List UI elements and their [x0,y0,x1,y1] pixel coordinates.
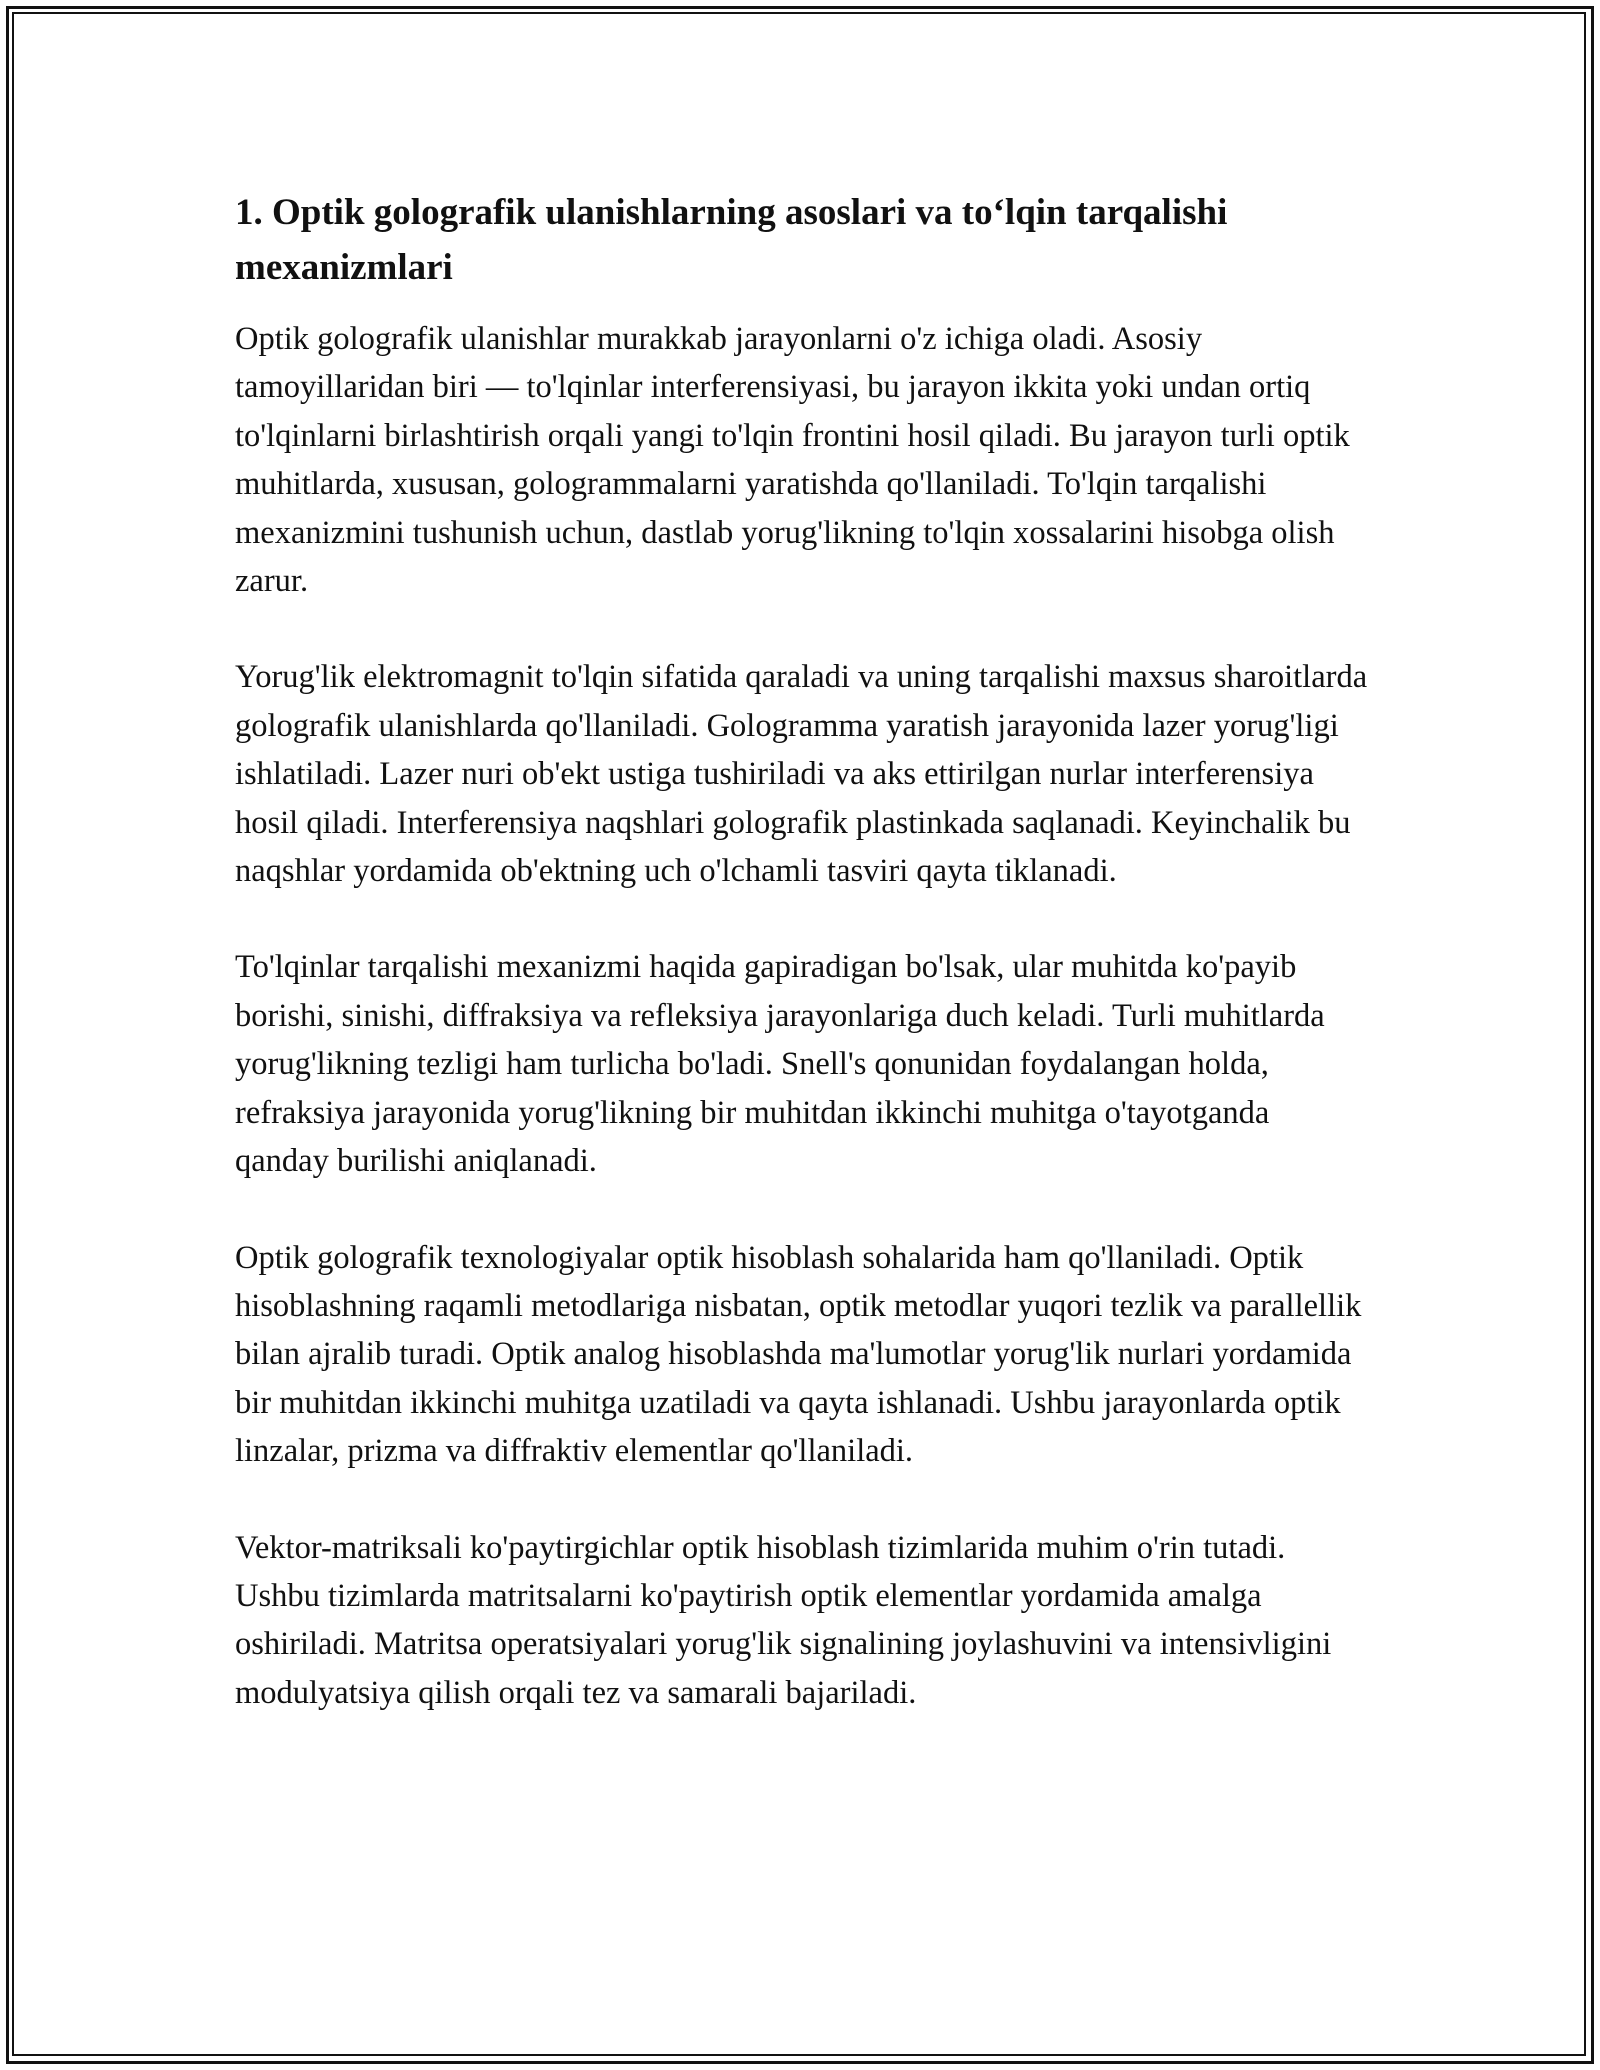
paragraph-3: To'lqinlar tarqalishi mexanizmi haqida gapiradigan bo'lsak, ular muhitda ko'payib borishi, sinishi, diffraksiya va refleksiya jarayonlariga duch keladi. Turli muhitlarda yorug'likning tezligi ham turlicha bo'ladi. Snell's qonunidan foydalangan holda, refraksiya jarayonida yorug'likning bir muhitdan ikkinchi muhitga o'tayotganda qanday burilishi aniqlanadi. [235,949,1325,1180]
paragraph-5: Vektor-matriksali ko'paytirgichlar optik hisoblash tizimlarida muhim o'rin tutadi. Ushbu tizimlarda matritsalarni ko'paytirish optik elementlar yordamida amalga oshiriladi. Matritsa operatsiyalari yorug'lik signalining joylashuvini va intensivligini modulyatsiya qilish orqali tez va samarali bajariladi. [235,1529,1332,1711]
paragraph-4: Optik golografik texnologiyalar optik hisoblash sohalarida ham qo'llaniladi. Optik hisoblashning raqamli metodlariga nisbatan, optik metodlar yuqori tezlik va parallellik bilan ajralib turadi. Optik analog hisoblashda ma'lumotlar yorug'lik nurlari yordamida bir muhitdan ikkinchi muhitga uzatiladi va qayta ishlanadi. Ushbu jarayonlarda optik linzalar, prizma va diffraktiv elementlar qo'llaniladi. [235,1239,1362,1470]
paragraph-1: Optik golografik ulanishlar murakkab jarayonlarni o'z ichiga oladi. Asosiy tamoyillaridan biri — to'lqinlar interferensiyasi, bu jarayon ikkita yoki undan ortiq to'lqinlarni birlashtirish orqali yangi to'lqin frontini hosil qiladi. Bu jarayon turli optik muhitlarda, xususan, gologrammalarni yaratishda qo'llaniladi. To'lqin tarqalishi mexanizmini tushunish uchun, dastlab yorug'likning to'lqin xossalarini hisobga olish zarur. [235,321,1350,600]
paragraph-2: Yorug'lik elektromagnit to'lqin sifatida qaraladi va uning tarqalishi maxsus sharoitlarda golografik ulanishlarda qo'llaniladi. Gologramma yaratish jarayonida lazer yorug'ligi ishlatiladi. Lazer nuri ob'ekt ustiga tushiriladi va aks ettirilgan nurlar interferensiya hosil qiladi. Interferensiya naqshlari golografik plastinkada saqlanadi. Keyinchalik bu naqshlar yordamida ob'ektning uch o'lchamli tasviri qayta tiklanadi. [235,659,1368,890]
section-heading: 1. Optik golografik ulanishlarning asoslari va to‘lqin tarqalishi mexanizmlari [235,192,1228,288]
document-body [235,185,1370,1765]
